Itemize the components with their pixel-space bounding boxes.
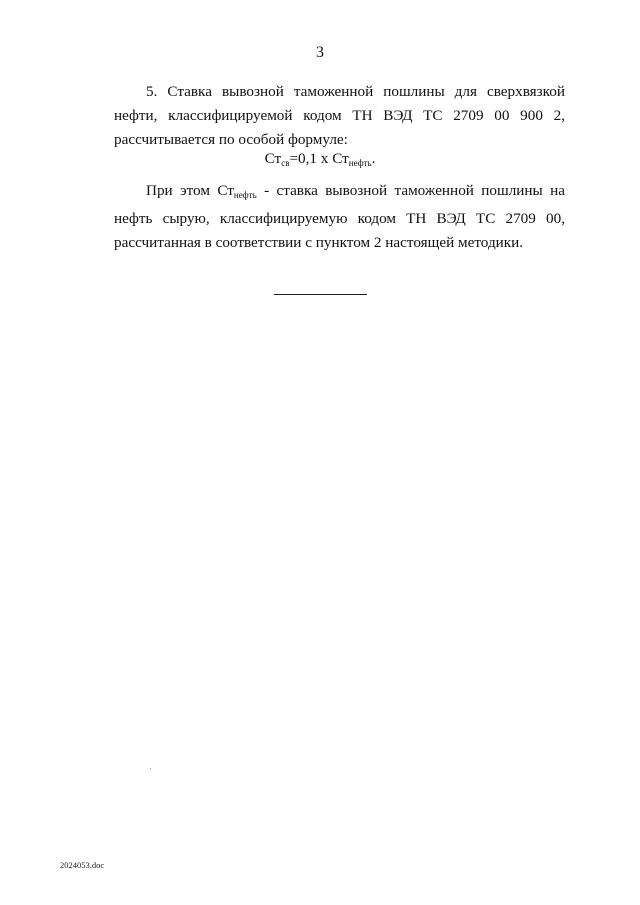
formula-lhs-base: Ст (264, 150, 282, 167)
definition-rest: - ставка вывозной таможенной пошлины на нефть сырую, классифицируемую кодом ТН ВЭД ТС 2709 00, рассчитанная в соответствии с пунктом 2 настоящей методики. (114, 182, 565, 251)
formula-rhs-subscript: нефть (348, 158, 372, 168)
paragraph-item-5: 5. Ставка вывозной таможенной пошлины для сверхвязкой нефти, классифицируемой кодом ТН ВЭД ТС 2709 00 900 2, рассчитывается по особой формуле: (114, 83, 565, 148)
definition-intro: При этом Ст (146, 182, 234, 199)
scan-speck (150, 768, 151, 769)
end-rule (274, 294, 367, 295)
formula (0, 150, 640, 168)
paragraph-definition (114, 179, 565, 255)
formula-operator: =0,1 х (289, 150, 333, 167)
formula-end: . (371, 150, 376, 167)
page-number: 3 (316, 44, 324, 61)
definition-subscript: нефть (233, 190, 257, 200)
formula-rhs-base: Ст (332, 150, 349, 167)
formula-lhs-subscript: св (281, 158, 290, 168)
footer-filename: 2024053.doc (60, 860, 105, 870)
